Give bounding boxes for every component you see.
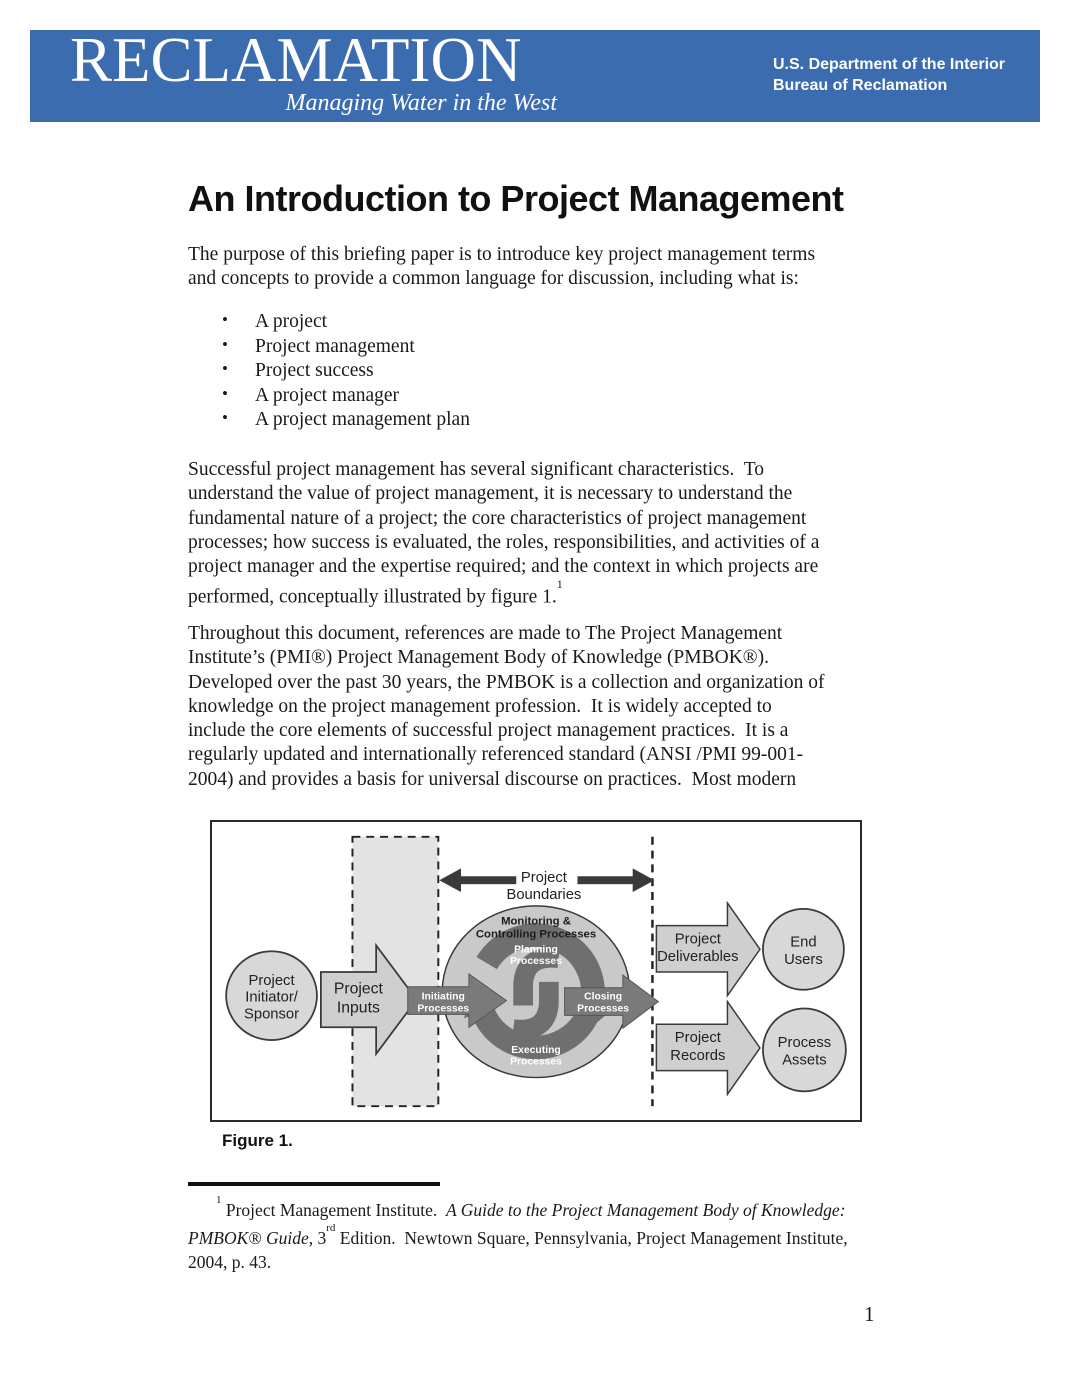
footnote-line (188, 1222, 868, 1250)
svg-text:Project: Project (520, 870, 567, 887)
svg-text:Records: Records (670, 1047, 726, 1064)
process-assets-node (763, 1008, 846, 1091)
bullet-icon: • (222, 383, 228, 403)
footnote (188, 1194, 868, 1274)
text-line: knowledge on the project management profession. It is widely accepted to (188, 695, 772, 717)
bullet-list (222, 310, 470, 433)
department-line2: Bureau of Reclamation (773, 77, 948, 94)
figure-caption: Figure 1. (222, 1131, 293, 1150)
process-diagram (212, 822, 860, 1120)
svg-text:Process: Process (777, 1034, 832, 1051)
paragraph-2 (188, 458, 819, 610)
text-line: Institute’s (PMI®) Project Management Body of Knowledge (PMBOK®). (188, 647, 769, 669)
footnote-line (188, 1250, 868, 1274)
bullet-icon: • (222, 334, 228, 354)
project-deliverables-arrow (656, 903, 760, 996)
svg-text:Sponsor: Sponsor (243, 1006, 300, 1023)
project-boundaries-label (506, 870, 581, 903)
header-banner (30, 25, 1040, 122)
text-line: include the core elements of successful project management practices. It is a (188, 720, 789, 742)
svg-text:End: End (790, 934, 817, 951)
intro-paragraph (188, 243, 815, 292)
text-line: understand the value of project management, it is necessary to understand the (188, 483, 793, 505)
paragraph-3 (188, 622, 824, 792)
page-title: An Introduction to Project Management (188, 178, 844, 219)
text-line: Developed over the past 30 years, the PMBOK is a collection and organization of (188, 671, 825, 693)
department-block (773, 54, 1005, 96)
footnote-line (188, 1194, 868, 1222)
bullet-icon: • (222, 310, 228, 329)
text-line: regularly updated and internationally referenced standard (ANSI /PMI 99-001- (188, 744, 804, 766)
footnote-text: 2004, p. 43. (188, 1251, 272, 1272)
page-number: 1 (864, 1302, 875, 1326)
svg-text:Processes: Processes (417, 1003, 470, 1015)
text-line: 2004) and provides a basis for universal discourse on practices. Most modern (188, 768, 797, 790)
list-item (222, 408, 470, 433)
list-item-label: A project management plan (255, 409, 470, 430)
svg-text:Initiating: Initiating (421, 991, 465, 1003)
list-item (222, 359, 470, 384)
list-item-label: Project management (255, 335, 415, 357)
bullet-icon: • (222, 408, 228, 427)
footnote-marker: 1 (216, 1194, 222, 1206)
department-line1: U.S. Department of the Interior (773, 56, 1006, 73)
svg-text:Inputs: Inputs (336, 999, 380, 1017)
svg-text:Executing: Executing (511, 1044, 561, 1056)
text-line: fundamental nature of a project; the core characteristics of project management (188, 507, 807, 529)
text-segment: performed, conceptually illustrated by figure 1. (188, 586, 557, 608)
list-item (222, 335, 470, 360)
text-line: Successful project management has several significant characteristics. To (188, 459, 765, 480)
footnote-text: , 3 (308, 1227, 327, 1248)
list-item (222, 310, 470, 335)
bullet-icon: • (222, 359, 228, 378)
ordinal-suffix: rd (326, 1221, 336, 1234)
text-line: Throughout this document, references are made to The Project Management (188, 623, 783, 644)
svg-text:Deliverables: Deliverables (657, 949, 739, 966)
text-line: The purpose of this briefing paper is to introduce key project management terms (188, 244, 816, 265)
footnote-title-italic: A Guide to the Project Management Body of Knowledge: (446, 1199, 846, 1220)
footnote-reference: 1 (556, 577, 563, 592)
footnote-title-italic: PMBOK® Guide (188, 1227, 309, 1248)
svg-text:Project: Project (248, 972, 295, 989)
svg-text:Users: Users (784, 952, 823, 969)
footnote-text: Edition. Newtown Square, Pennsylvania, Project Management Institute, (335, 1227, 848, 1248)
text-line: and concepts to provide a common language for discussion, including what is: (188, 268, 799, 290)
svg-text:Closing: Closing (584, 991, 623, 1003)
figure-1-diagram (210, 820, 862, 1122)
footnote-text: Project Management Institute. (221, 1199, 447, 1220)
text-line (188, 579, 819, 610)
list-item-label: A project manager (255, 384, 400, 406)
svg-text:Processes: Processes (510, 956, 562, 968)
svg-text:Monitoring &: Monitoring & (501, 915, 571, 928)
project-records-arrow (656, 1002, 760, 1095)
text-line: processes; how success is evaluated, the roles, responsibilities, and activities of a (188, 531, 820, 553)
svg-text:Processes: Processes (510, 1056, 562, 1068)
svg-text:Initiator/: Initiator/ (245, 989, 298, 1006)
reclamation-logo: RECLAMATION (70, 25, 522, 95)
end-users-node (763, 909, 844, 990)
footnote-separator (188, 1182, 440, 1186)
project-initiator-node (226, 951, 317, 1040)
svg-text:Boundaries: Boundaries (506, 886, 582, 903)
svg-text:Project: Project (333, 980, 383, 998)
svg-text:Project: Project (674, 931, 721, 948)
list-item-label: Project success (255, 360, 374, 381)
logo-tagline: Managing Water in the West (285, 90, 557, 116)
list-item-label: A project (255, 311, 328, 332)
svg-text:Planning: Planning (514, 944, 558, 956)
list-item (222, 384, 470, 409)
svg-text:Processes: Processes (577, 1003, 630, 1015)
text-line: project manager and the expertise required; and the context in which projects are (188, 556, 819, 578)
svg-text:Project: Project (674, 1030, 721, 1047)
svg-text:Controlling Processes: Controlling Processes (475, 928, 597, 941)
svg-text:Assets: Assets (782, 1052, 827, 1069)
